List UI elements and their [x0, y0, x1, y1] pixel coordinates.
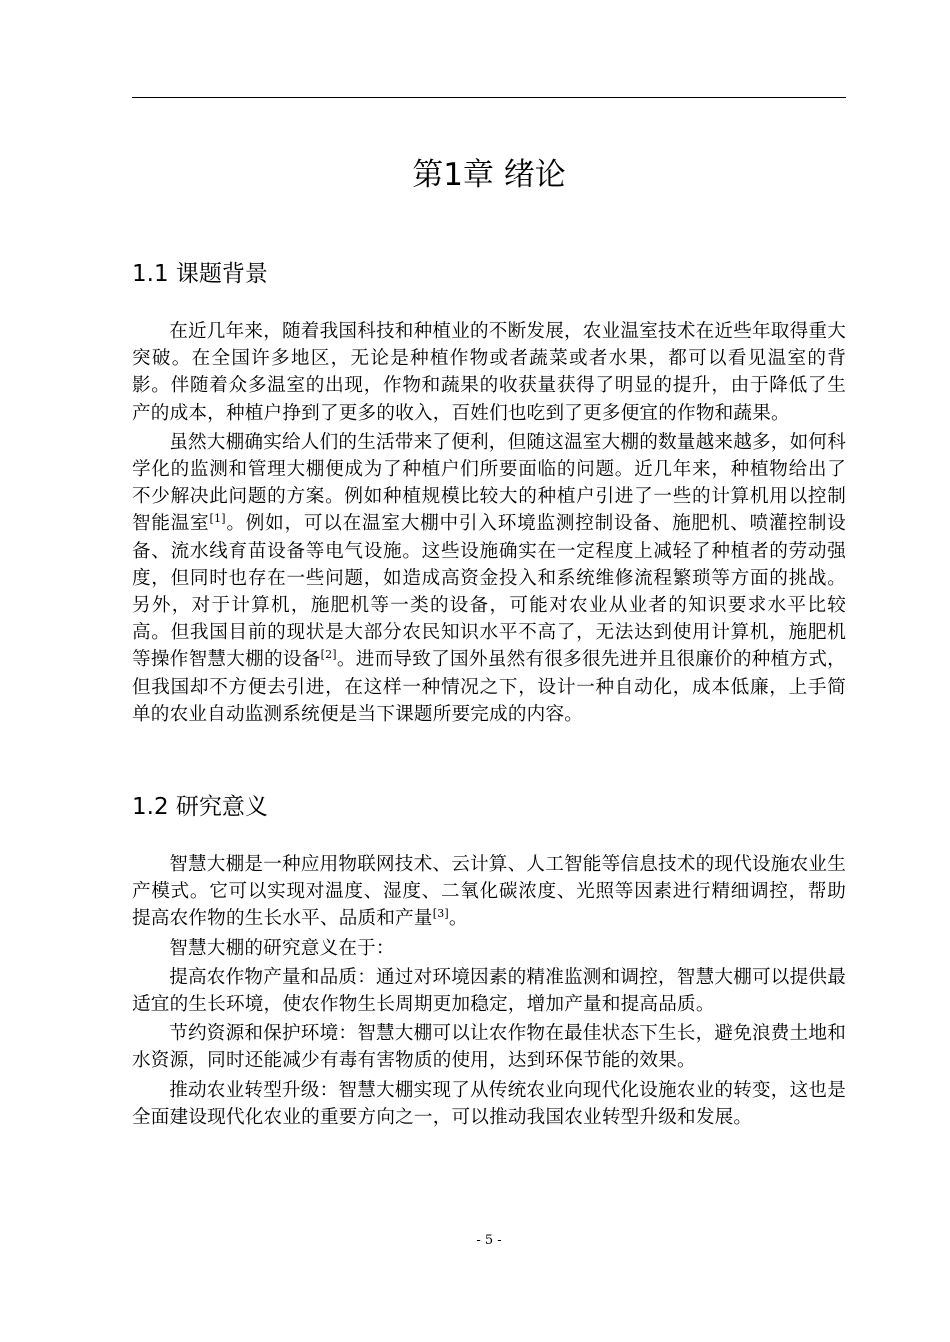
section-heading-background: 1.1 课题背景	[132, 261, 268, 287]
paragraph-text: 。例如，可以在温室大棚中引入环境监测控制设备、施肥机、喷灌控制设备、流水线育苗设备等电气设施。这些设施确实在一定程度上减轻了种植者的劳动强度，但同时也存在一些问题，如造成高资金投入和系统维修流程繁琐等方面的挑战。另外，对于计算机，施肥机等一类的设备，可能对农业从业者的知识要求水平比较高。但我国目前的现状是大部分农民知识水平不高了，无法达到使用计算机，施肥机等操作智慧大棚的设备	[132, 513, 846, 671]
page-number: - 5 -	[476, 1233, 502, 1248]
section-heading-significance: 1.2 研究意义	[132, 794, 268, 820]
paragraph-text: 。	[448, 908, 468, 930]
paragraph: 智慧大棚的研究意义在于：	[169, 937, 395, 959]
paragraph	[132, 429, 846, 728]
paragraph	[132, 851, 846, 933]
paragraph: 在近几年来，随着我国科技和种植业的不断发展，农业温室技术在近些年取得重大突破。在全国许多地区，无论是种植作物或者蔬菜或者水果，都可以看见温室的背影。伴随着众多温室的出现，作物和蔬果的收获量获得了明显的提升，由于降低了生产的成本，种植户挣到了更多的收入，百姓们也吃到了更多便宜的作物和蔬果。	[132, 321, 846, 424]
section-body-significance	[132, 851, 846, 1133]
paragraph: 推动农业转型升级：智慧大棚实现了从传统农业向现代化设施农业的转变，这也是全面建设现代化农业的重要方向之一，可以推动我国农业转型升级和发展。	[132, 1079, 846, 1128]
citation: [3]	[432, 907, 449, 921]
citation: [2]	[320, 648, 337, 662]
paragraph: 提高农作物产量和品质：通过对环境因素的精准监测和调控，智慧大棚可以提供最适宜的生长环境，使农作物生长周期更加稳定，增加产量和提高品质。	[132, 966, 846, 1016]
paragraph-text: 。进而导致了国外虽然有很多很先进并且很廉价的种植方式，但我国却不方便去引进，在这样一种情况之下，设计一种自动化，成本低廉，上手简单的农业自动监测系统便是当下课题所要完成的内容。	[132, 649, 846, 725]
chapter-title: 第1章 绪论	[412, 157, 566, 193]
section-body-background	[132, 318, 846, 730]
paragraph: 节约资源和保护环境：智慧大棚可以让农作物在最佳状态下生长，避免浪费土地和水资源，同时还能减少有毒有害物质的使用，达到环保节能的效果。	[132, 1023, 846, 1072]
header-rule	[132, 97, 846, 98]
paragraph-text: 智慧大棚是一种应用物联网技术、云计算、人工智能等信息技术的现代设施农业生产模式。它可以实现对温度、湿度、二氧化碳浓度、光照等因素进行精细调控，帮助提高农作物的生长水平、品质和产量	[132, 854, 846, 930]
citation: [1]	[209, 512, 226, 526]
paragraph-text: 虽然大棚确实给人们的生活带来了便利，但随这温室大棚的数量越来越多，如何科学化的监测和管理大棚便成为了种植户们所要面临的问题。近几年来，种植物给出了不少解决此问题的方案。例如种植规模比较大的种植户引进了一些的计算机用以控制智能温室	[132, 431, 846, 535]
